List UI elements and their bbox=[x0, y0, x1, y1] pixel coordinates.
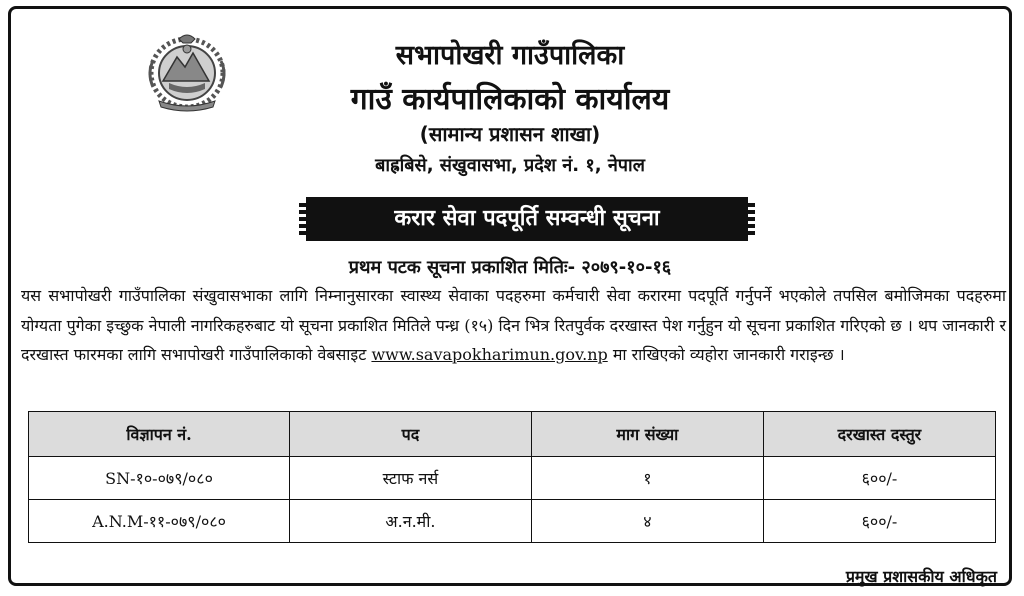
column-header-position: पद bbox=[290, 412, 532, 457]
cell-position: अ.न.मी. bbox=[290, 500, 532, 543]
notice-body-text: यस सभापोखरी गाउँपालिका संखुवासभाका लागि निम्नानुसारका स्वास्थ्य सेवाका पदहरुमा कर्मचारी सेवा करारमा पदपूर्ति गर्नुपर्ने भएकोले तपसिल बमोजिमका पदहरुमा योग्यता पुगेका इच्छुक नेपाली नागरिकहरुबाट यो सूचना प्रकाशित मितिले पन्ध्र (१५) दिन भित्र रितपुर्वक दरखास्त पेश गर्नुहुन यो सूचना प्रकाशित गरिएको छ । थप जानकारी र दरखास्त फारमका लागि सभापोखरी गाउँपालिकाको वेबसाइट bbox=[21, 286, 1006, 364]
office-name: गाउँ कार्यपालिकाको कार्यालय bbox=[350, 82, 670, 117]
banner-scroll-right-decoration bbox=[748, 203, 758, 235]
notice-body-text-end: मा राखिएको व्यहोरा जानकारी गराइन्छ । bbox=[607, 345, 845, 364]
column-header-application-fee: दरखास्त दस्तुर bbox=[763, 412, 995, 457]
cell-demand-count: १ bbox=[531, 457, 763, 500]
publication-date: प्रथम पटक सूचना प्रकाशित मितिः- २०७९-१०-१६ bbox=[348, 257, 672, 278]
notice-title: करार सेवा पदपूर्ति सम्वन्धी सूचना bbox=[306, 197, 748, 241]
municipality-name: सभापोखरी गाउँपालिका bbox=[395, 40, 625, 71]
column-header-advertisement-no: विज्ञापन नं. bbox=[29, 412, 290, 457]
website-link[interactable]: www.savapokharimun.gov.np bbox=[371, 345, 608, 364]
cell-advertisement-no: SN-१०-०७९/०८० bbox=[29, 457, 290, 500]
cell-application-fee: ६००/- bbox=[763, 457, 995, 500]
table-row bbox=[29, 457, 996, 500]
office-address: बाह्रबिसे, संखुवासभा, प्रदेश नं. १, नेपाल bbox=[375, 155, 645, 176]
notice-body bbox=[21, 281, 1006, 370]
signature-title: प्रमुख प्रशासकीय अधिकृत bbox=[845, 567, 997, 586]
table-row bbox=[29, 500, 996, 543]
cell-application-fee: ६००/- bbox=[763, 500, 995, 543]
cell-demand-count: ४ bbox=[531, 500, 763, 543]
column-header-demand-count: माग संख्या bbox=[531, 412, 763, 457]
notice-page bbox=[8, 6, 1012, 586]
cell-advertisement-no: A.N.M-११-०७९/०८० bbox=[29, 500, 290, 543]
section-name: (सामान्य प्रशासन शाखा) bbox=[419, 122, 601, 146]
table-header-row bbox=[29, 412, 996, 457]
banner-scroll-left-decoration bbox=[296, 203, 306, 235]
cell-position: स्टाफ नर्स bbox=[290, 457, 532, 500]
notice-title-banner bbox=[296, 197, 758, 241]
vacancy-table bbox=[28, 411, 996, 543]
